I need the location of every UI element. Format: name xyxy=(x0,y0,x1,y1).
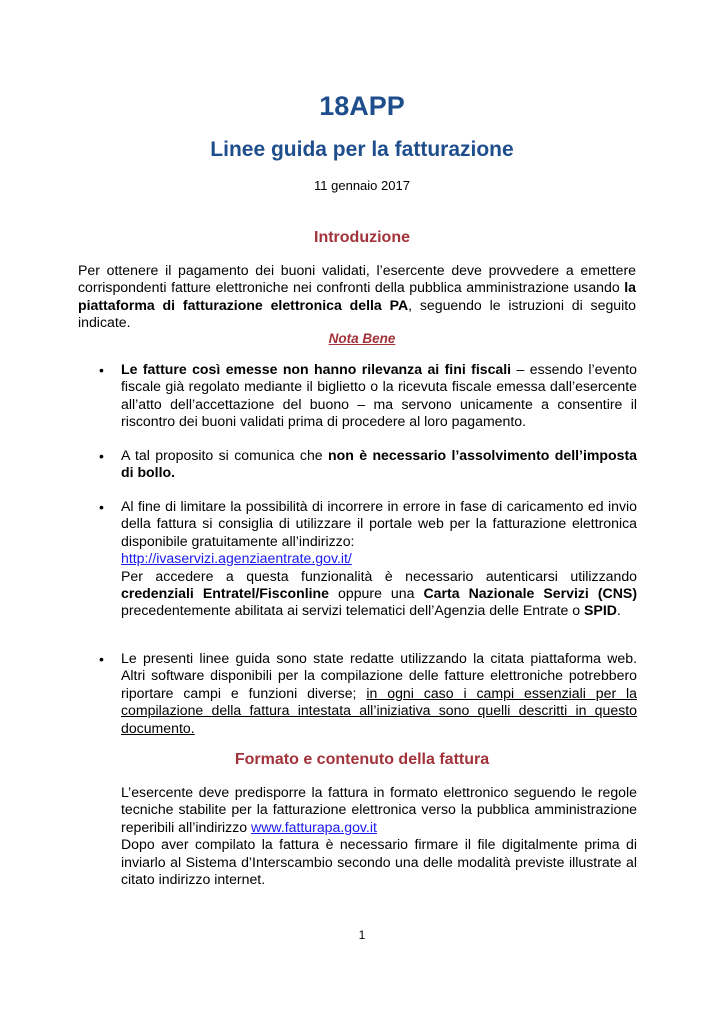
bullet-3-text: Al fine di limitare la possibilità di incorrere in errore in fase di caricamento ed invio della fattura si consiglia di utilizzare il portale web per la fatturazione elettronica disponibile gratuitamente all’indirizzo: xyxy=(121,498,637,549)
bullet-3-p2-f: SPID xyxy=(584,602,617,619)
bullet-dot-3: • xyxy=(99,499,104,515)
nota-bene: Nota Bene xyxy=(328,331,396,346)
bullet-3-p2-e: precedentemente abilitata ai servizi telematici dell’Agenzia delle Entrate o xyxy=(121,602,585,619)
heading-introduzione: Introduzione xyxy=(314,229,410,246)
bullet-2-bold: non è necessario l’assolvimento dell’imposta di bollo. xyxy=(121,447,637,481)
bullet-1-text: – essendo l’evento fiscale già regolato mediante il biglietto o la ricevuta fiscale emessa dall’esercente all’atto dell’accettazione del buono – ma servono unicamente a consentire il riscontro dei buoni validati prima di procedere al loro pagamento. xyxy=(121,361,637,430)
intro-text-bold: la piattaforma di fatturazione elettronica della PA xyxy=(78,279,636,313)
bullet-text-4 xyxy=(121,650,637,737)
bullet-text-3 xyxy=(121,498,637,620)
intro-text-c: , seguendo le istruzioni di seguito indicate. xyxy=(78,296,637,331)
bullet-3-p2-a: Per accedere a questa funzionalità è necessario autenticarsi utilizzando xyxy=(121,567,637,584)
bullet-3-p2-b: credenziali Entratel/Fisconline xyxy=(121,585,329,602)
document-subtitle: Linee guida per la fatturazione xyxy=(210,138,514,161)
bullet-4-text: Le presenti linee guida sono state redatte utilizzando la citata piattaforma web. Altri software disponibili per la compilazione delle fatture elettroniche potrebbero riportare campi e funzioni diverse; xyxy=(121,650,637,701)
bullet-dot-1: • xyxy=(99,362,104,378)
bullet-3-p2-c: oppure una xyxy=(328,585,424,602)
bullet-3-p2-g: . xyxy=(616,602,621,619)
formato-text-2: Dopo aver compilato la fattura è necessario firmare il file digitalmente prima di inviarlo al Sistema d’Interscambio secondo una delle modalità previste illustrate al citato indirizzo internet. xyxy=(121,836,637,888)
agenzia-entrate-link[interactable]: http://ivaservizi.agenziaentrate.gov.it/ xyxy=(121,550,352,567)
bullet-dot-4: • xyxy=(99,651,104,667)
bullet-4-underlined: in ogni caso i campi essenziali per la compilazione della fattura intestata all’iniziativa sono quelli descritti in questo documento. xyxy=(121,684,638,736)
intro-paragraph xyxy=(78,262,636,332)
bullet-dot-2: • xyxy=(99,448,104,464)
bullet-text-2 xyxy=(121,447,637,482)
bullet-text-1 xyxy=(121,361,637,431)
bullet-1-bold: Le fatture così emesse non hanno rilevanza ai fini fiscali xyxy=(121,361,512,377)
document-title: 18APP xyxy=(319,91,405,121)
intro-text-a: Per ottenere il pagamento dei buoni validati, l’esercente deve provvedere a emettere corrispondenti fatture elettroniche nei confronti della pubblica amministrazione usando xyxy=(78,262,636,296)
heading-formato: Formato e contenuto della fattura xyxy=(234,751,490,768)
formato-paragraph xyxy=(121,784,637,888)
document-date: 11 gennaio 2017 xyxy=(314,178,410,193)
bullet-2-text: A tal proposito si comunica che xyxy=(121,447,329,463)
bullet-3-p2-d: Carta Nazionale Servizi (CNS) xyxy=(423,585,638,602)
fatturapa-link[interactable]: www.fatturapa.gov.it xyxy=(251,818,377,835)
page-number: 1 xyxy=(358,928,366,942)
formato-text-1: L’esercente deve predisporre la fattura in formato elettronico seguendo le regole tecniche stabilite per la fatturazione elettronica verso la pubblica amministrazione reperibili all’indirizzo xyxy=(121,784,637,835)
